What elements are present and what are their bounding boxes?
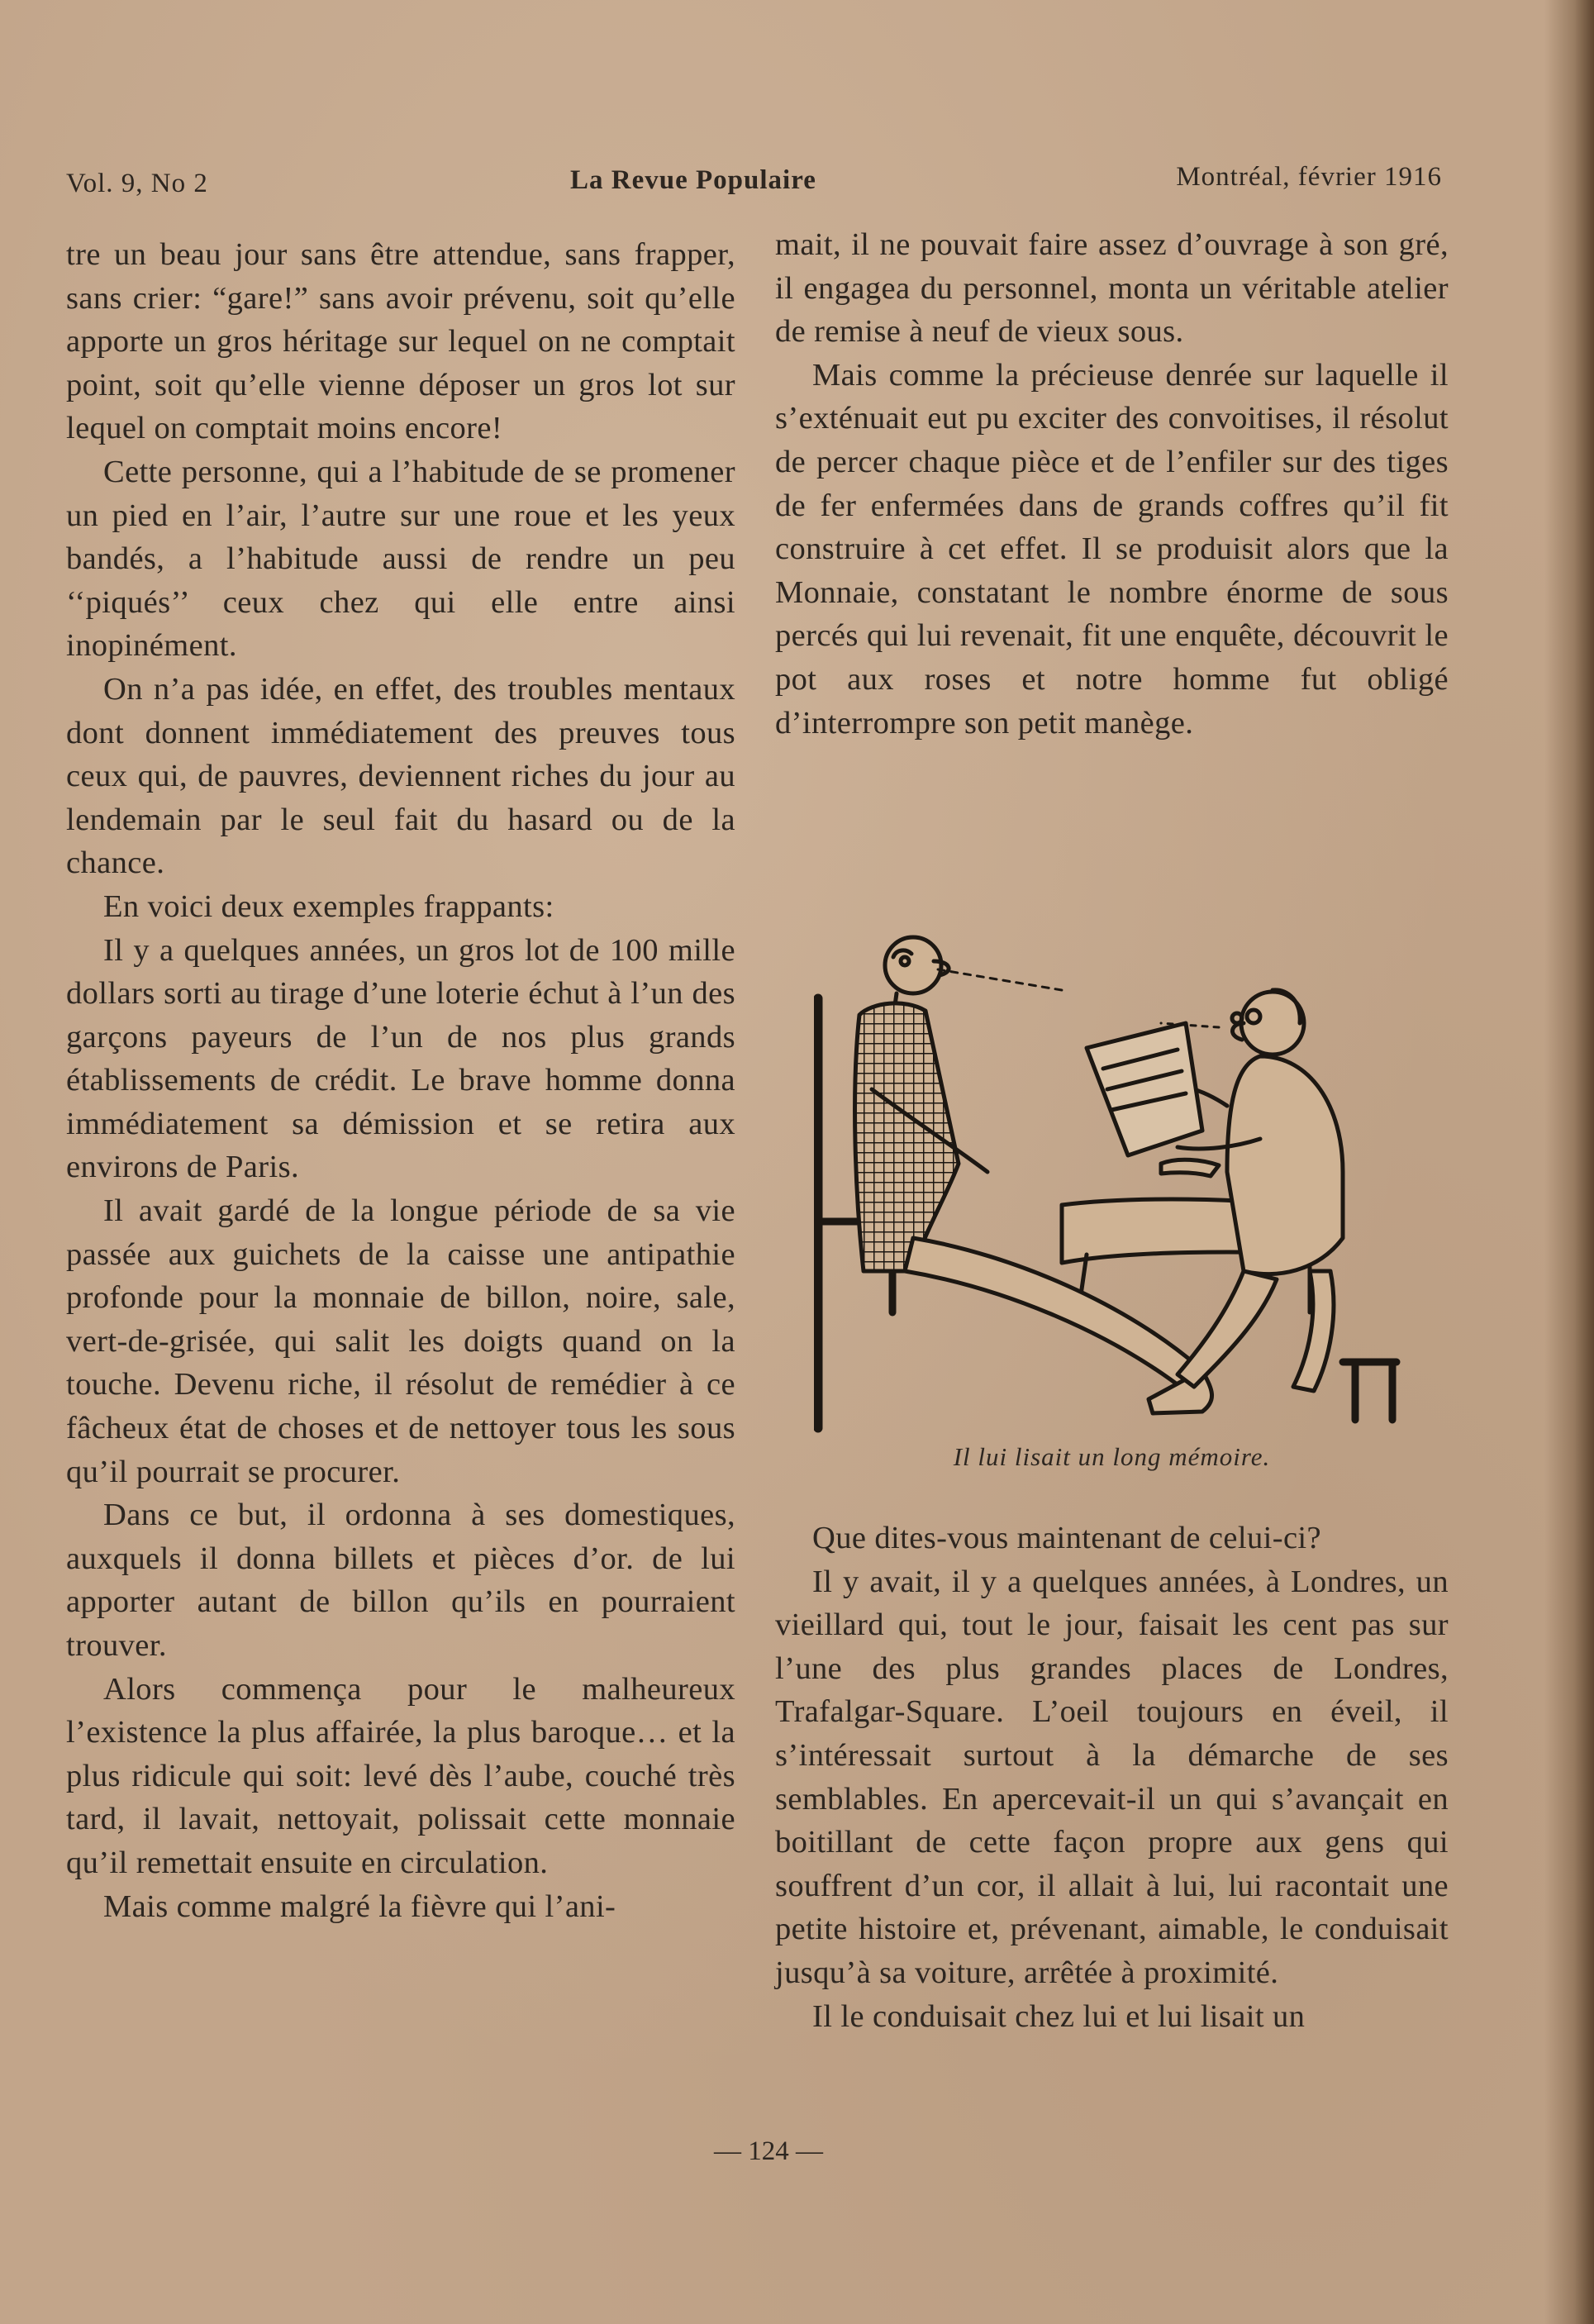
paragraph: Alors commença pour le malheureux l’existence la plus affairée, la plus baroque… et la plus ridicule qui soit: levé dès l’aube, couché très tard, il lavait, nettoyait, polissait cette monnaie qu’il remettait ensuite en circulation. xyxy=(66,1671,735,1880)
page-binding-edge xyxy=(1544,0,1594,2324)
paragraph: On n’a pas idée, en effet, des troubles mentaux dont donnent immédiatement des preuves tous ceux qui, de pauvres, deviennent riches du jour au lendemain par le seul fait du hasard ou de la chance. xyxy=(66,671,735,881)
running-header xyxy=(66,162,1442,208)
paragraph: mait, il ne pouvait faire assez d’ouvrage à son gré, il engagea du personnel, monta un véritable atelier de remise à neuf de vieux sous. xyxy=(775,227,1449,350)
paragraph: Cette personne, qui a l’habitude de se promener un pied en l’air, l’autre sur une roue et les yeux bandés, a l’habitude aussi de rendre un peu ‘‘piqués’’ ceux chez qui elle entre ainsi inopinément. xyxy=(66,454,735,664)
left-column xyxy=(66,233,735,1928)
page-number: — 124 — xyxy=(714,2136,823,2166)
paragraph: Il y a quelques années, un gros lot de 100 mille dollars sorti au tirage d’une loterie échut à l’un des garçons payeurs de l’un de nos plus grands établissements de crédit. Le brave homme donna immédiatement sa démission et se retira aux environs de Paris. xyxy=(66,932,735,1185)
right-column-bottom xyxy=(775,1517,1449,2038)
header-place-date: Montréal, février 1916 xyxy=(1176,162,1442,192)
figure-caption: Il lui lisait un long mémoire. xyxy=(953,1442,1271,1471)
paragraph: Que dites-vous maintenant de celui-ci? xyxy=(812,1521,1322,1555)
paragraph: Dans ce but, il ordonna à ses domestiques, auxquels il donna billets et pièces d’or. de lui apporter autant de billon qu’ils en pourraient trouver. xyxy=(66,1498,735,1663)
paragraph: tre un beau jour sans être attendue, sans frapper, sans crier: “gare!” sans avoir prévenu, soit qu’elle apporte un gros héritage sur lequel on ne comptait point, soit qu’elle vienne déposer un gros lot sur lequel on comptait moins encore! xyxy=(66,237,735,446)
illustration-reading-memoir xyxy=(814,924,1409,1441)
paragraph: En voici deux exemples frappants: xyxy=(103,888,554,924)
paragraph: Mais comme malgré la fièvre qui l’ani- xyxy=(103,1888,616,1924)
paragraph: Il le conduisait chez lui et lui lisait un xyxy=(812,1998,1306,2034)
paragraph: Il y avait, il y a quelques années, à Londres, un vieillard qui, tout le jour, faisait les cent pas sur l’une des plus grandes places de Londres, Trafalgar-Square. L’oeil toujours en éveil, il s’intéressait surtout à la démarche de ses semblables. En apercevait-il un qui s’avançait en boitillant de cette façon propre aux gens qui souffrent d’un cor, il allait à lui, lui racontait une petite histoire et, prévenant, aimable, le conduisait jusqu’à sa voiture, arrêtée à proximité. xyxy=(775,1564,1449,1990)
right-column-top xyxy=(775,223,1449,745)
paragraph: Il avait gardé de la longue période de sa vie passée aux guichets de la caisse une antipathie profonde pour la monnaie de billon, noire, sale, vert-de-grisée, qui salit les doigts quand on la touche. Devenu riche, il résolut de remédier à ce fâcheux état de choses et de nettoyer tous les sous qu’il pourrait se procurer. xyxy=(66,1193,735,1489)
header-title: La Revue Populaire xyxy=(570,165,816,195)
paragraph: Mais comme la précieuse denrée sur laquelle il s’exténuait eut pu exciter des convoitises, il résolut de percer chaque pièce et de l’enfiler sur des tiges de fer enfermées dans de grands coffres qu’il fit construire à cet effet. Il se produisit alors que la Monnaie, constatant le nombre énorme de sous percés qui lui revenait, fit une enquête, découvrit le pot aux roses et notre homme fut obligé d’interrompre son petit manège. xyxy=(775,357,1449,741)
header-volume: Vol. 9, No 2 xyxy=(66,169,208,198)
